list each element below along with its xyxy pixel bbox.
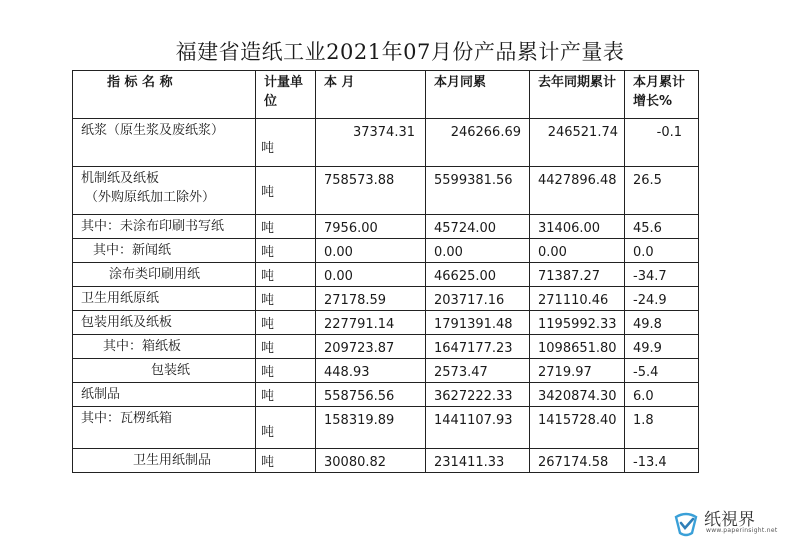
row-month: 7956.00 bbox=[316, 215, 426, 239]
row-last-ytd: 246521.74 bbox=[530, 119, 625, 167]
row-ytd: 2573.47 bbox=[426, 359, 530, 383]
row-unit: 吨 bbox=[256, 335, 316, 359]
row-unit: 吨 bbox=[256, 383, 316, 407]
table-row bbox=[73, 449, 699, 473]
page-title: 福建省造纸工业2021年07月份产品累计产量表 bbox=[175, 40, 625, 64]
row-growth: 49.9 bbox=[625, 335, 699, 359]
row-unit: 吨 bbox=[256, 215, 316, 239]
row-name: 纸制品 bbox=[73, 383, 256, 407]
row-unit: 吨 bbox=[256, 311, 316, 335]
table-row bbox=[73, 119, 699, 167]
row-month: 758573.88 bbox=[316, 167, 426, 215]
row-month: 227791.14 bbox=[316, 311, 426, 335]
row-month: 27178.59 bbox=[316, 287, 426, 311]
table-row bbox=[73, 263, 699, 287]
row-unit: 吨 bbox=[256, 119, 316, 167]
table-row bbox=[73, 167, 699, 215]
production-table bbox=[72, 70, 699, 473]
row-last-ytd: 1098651.80 bbox=[530, 335, 625, 359]
row-growth: 0.0 bbox=[625, 239, 699, 263]
header-last-ytd: 去年同期累计 bbox=[530, 71, 625, 119]
row-ytd: 1441107.93 bbox=[426, 407, 530, 449]
row-ytd: 1791391.48 bbox=[426, 311, 530, 335]
table-row bbox=[73, 311, 699, 335]
header-month: 本 月 bbox=[316, 71, 426, 119]
row-unit: 吨 bbox=[256, 263, 316, 287]
row-growth: -5.4 bbox=[625, 359, 699, 383]
row-name-line2: （外购原纸加工除外） bbox=[85, 190, 216, 205]
row-name bbox=[73, 167, 256, 215]
table-row bbox=[73, 359, 699, 383]
header-ytd: 本月同累 bbox=[426, 71, 530, 119]
row-last-ytd: 2719.97 bbox=[530, 359, 625, 383]
row-growth: -34.7 bbox=[625, 263, 699, 287]
row-last-ytd: 3420874.30 bbox=[530, 383, 625, 407]
row-unit: 吨 bbox=[256, 449, 316, 473]
row-unit: 吨 bbox=[256, 407, 316, 449]
watermark-url: www.paperinsight.net bbox=[706, 527, 778, 534]
row-name: 纸浆（原生浆及废纸浆） bbox=[73, 119, 256, 167]
row-ytd: 46625.00 bbox=[426, 263, 530, 287]
row-growth: 1.8 bbox=[625, 407, 699, 449]
row-month: 0.00 bbox=[316, 263, 426, 287]
row-name: 卫生用纸原纸 bbox=[73, 287, 256, 311]
row-name-line1: 机制纸及纸板 bbox=[81, 171, 160, 186]
table-row bbox=[73, 383, 699, 407]
row-growth: -13.4 bbox=[625, 449, 699, 473]
row-unit: 吨 bbox=[256, 287, 316, 311]
row-ytd: 3627222.33 bbox=[426, 383, 530, 407]
row-last-ytd: 271110.46 bbox=[530, 287, 625, 311]
row-name: 其中：未涂布印刷书写纸 bbox=[73, 215, 256, 239]
row-unit: 吨 bbox=[256, 239, 316, 263]
table-row bbox=[73, 215, 699, 239]
row-growth: 26.5 bbox=[625, 167, 699, 215]
row-growth: -0.1 bbox=[625, 119, 699, 167]
row-last-ytd: 0.00 bbox=[530, 239, 625, 263]
row-unit: 吨 bbox=[256, 167, 316, 215]
row-last-ytd: 4427896.48 bbox=[530, 167, 625, 215]
row-month: 30080.82 bbox=[316, 449, 426, 473]
paperinsight-logo-icon bbox=[670, 507, 702, 539]
row-month: 448.93 bbox=[316, 359, 426, 383]
table-row bbox=[73, 239, 699, 263]
row-last-ytd: 71387.27 bbox=[530, 263, 625, 287]
table-row bbox=[73, 407, 699, 449]
row-growth: 45.6 bbox=[625, 215, 699, 239]
row-month: 158319.89 bbox=[316, 407, 426, 449]
row-name: 包装纸 bbox=[73, 359, 256, 383]
row-growth: -24.9 bbox=[625, 287, 699, 311]
row-ytd: 0.00 bbox=[426, 239, 530, 263]
row-ytd: 231411.33 bbox=[426, 449, 530, 473]
row-name: 其中：瓦楞纸箱 bbox=[73, 407, 256, 449]
row-last-ytd: 1195992.33 bbox=[530, 311, 625, 335]
row-month: 209723.87 bbox=[316, 335, 426, 359]
row-ytd: 246266.69 bbox=[426, 119, 530, 167]
row-name: 包装用纸及纸板 bbox=[73, 311, 256, 335]
table-row bbox=[73, 335, 699, 359]
row-ytd: 5599381.56 bbox=[426, 167, 530, 215]
row-ytd: 45724.00 bbox=[426, 215, 530, 239]
row-growth: 49.8 bbox=[625, 311, 699, 335]
paperinsight-watermark bbox=[670, 503, 780, 543]
row-unit: 吨 bbox=[256, 359, 316, 383]
row-last-ytd: 267174.58 bbox=[530, 449, 625, 473]
row-month: 37374.31 bbox=[316, 119, 426, 167]
row-name: 其中：箱纸板 bbox=[73, 335, 256, 359]
row-growth: 6.0 bbox=[625, 383, 699, 407]
row-ytd: 203717.16 bbox=[426, 287, 530, 311]
row-name: 卫生用纸制品 bbox=[73, 449, 256, 473]
header-row bbox=[73, 71, 699, 119]
row-month: 558756.56 bbox=[316, 383, 426, 407]
row-last-ytd: 1415728.40 bbox=[530, 407, 625, 449]
watermark-text: 纸視界 bbox=[704, 510, 755, 530]
header-growth: 本月累计增长% bbox=[625, 71, 699, 119]
header-unit: 计量单位 bbox=[256, 71, 316, 119]
row-name: 涂布类印刷用纸 bbox=[73, 263, 256, 287]
row-month: 0.00 bbox=[316, 239, 426, 263]
table-row bbox=[73, 287, 699, 311]
row-name: 其中：新闻纸 bbox=[73, 239, 256, 263]
row-ytd: 1647177.23 bbox=[426, 335, 530, 359]
row-last-ytd: 31406.00 bbox=[530, 215, 625, 239]
header-item: 指 标 名 称 bbox=[73, 71, 256, 119]
